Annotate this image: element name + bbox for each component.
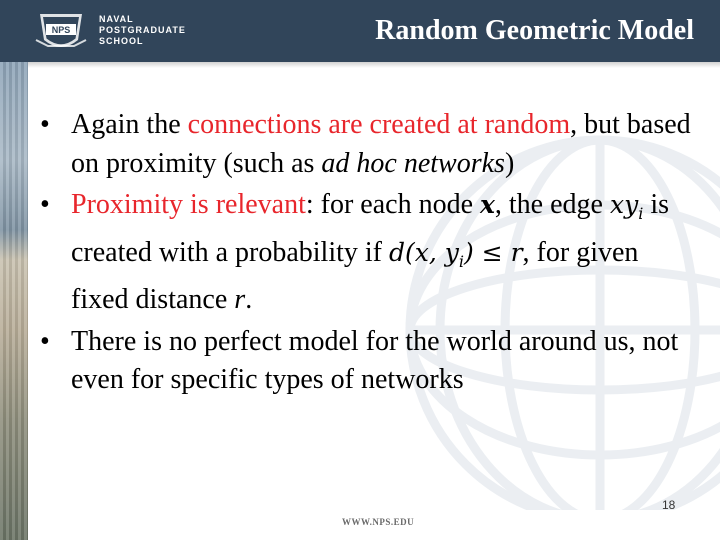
logo-wordmark	[99, 14, 186, 47]
bullet-2-text-b: , the edge	[494, 189, 610, 220]
bullet-dot: •	[40, 109, 50, 140]
bullet-2-text-a: : for each node	[305, 189, 480, 220]
page-number: 18	[662, 498, 676, 512]
logo-line-3: SCHOOL	[99, 36, 144, 46]
bullet-3	[40, 323, 700, 400]
math-edge	[609, 190, 644, 223]
left-photo-strip	[0, 0, 28, 540]
bullet-1	[40, 106, 700, 183]
bullet-dot: •	[40, 189, 50, 220]
header-bar	[0, 0, 720, 62]
bullet-1-highlight: connections are created at random	[187, 109, 571, 140]
header-shadow	[28, 62, 720, 68]
slide-body	[40, 106, 700, 403]
bullet-2-text-e: .	[245, 284, 253, 315]
bullet-2-highlight: Proximity is relevant	[71, 189, 306, 220]
bullet-2-text-d: , for given fixed distance	[71, 236, 639, 315]
math-edge-subscript: i	[638, 204, 644, 223]
bullet-1-italic: ad hoc networks	[321, 147, 505, 179]
logo-line-2: POSTGRADUATE	[99, 25, 186, 35]
bullet-1-text-b: , but based on proximity (such as	[71, 109, 691, 179]
bullet-2	[40, 186, 700, 320]
math-distance-end: ) ≤ r	[464, 237, 523, 267]
math-distance-subscript: i	[458, 251, 464, 271]
bullet-1-text-c: )	[504, 147, 515, 179]
logo-line-1: NAVAL	[99, 14, 134, 24]
bullet-dot: •	[40, 325, 50, 357]
math-x	[480, 190, 495, 219]
math-x-symbol: x	[480, 190, 495, 219]
math-distance-start: d(x, y	[389, 237, 459, 267]
math-edge-symbol: xy	[609, 190, 639, 219]
bullet-3-text: There is no perfect model for the world around us, not even for specific types of networks	[71, 325, 679, 395]
footer-url: WWW.NPS.EDU	[342, 517, 415, 527]
nps-logo-icon	[34, 10, 88, 54]
logo-badge-text: NPS	[51, 25, 71, 35]
bullet-2-italic-r: r	[234, 284, 246, 315]
slide-title: Random Geometric Model	[375, 15, 694, 46]
bullet-2-text-c: is created with a probability if	[71, 189, 670, 268]
bullet-1-text-a: Again the	[71, 109, 188, 140]
math-distance	[389, 237, 523, 271]
